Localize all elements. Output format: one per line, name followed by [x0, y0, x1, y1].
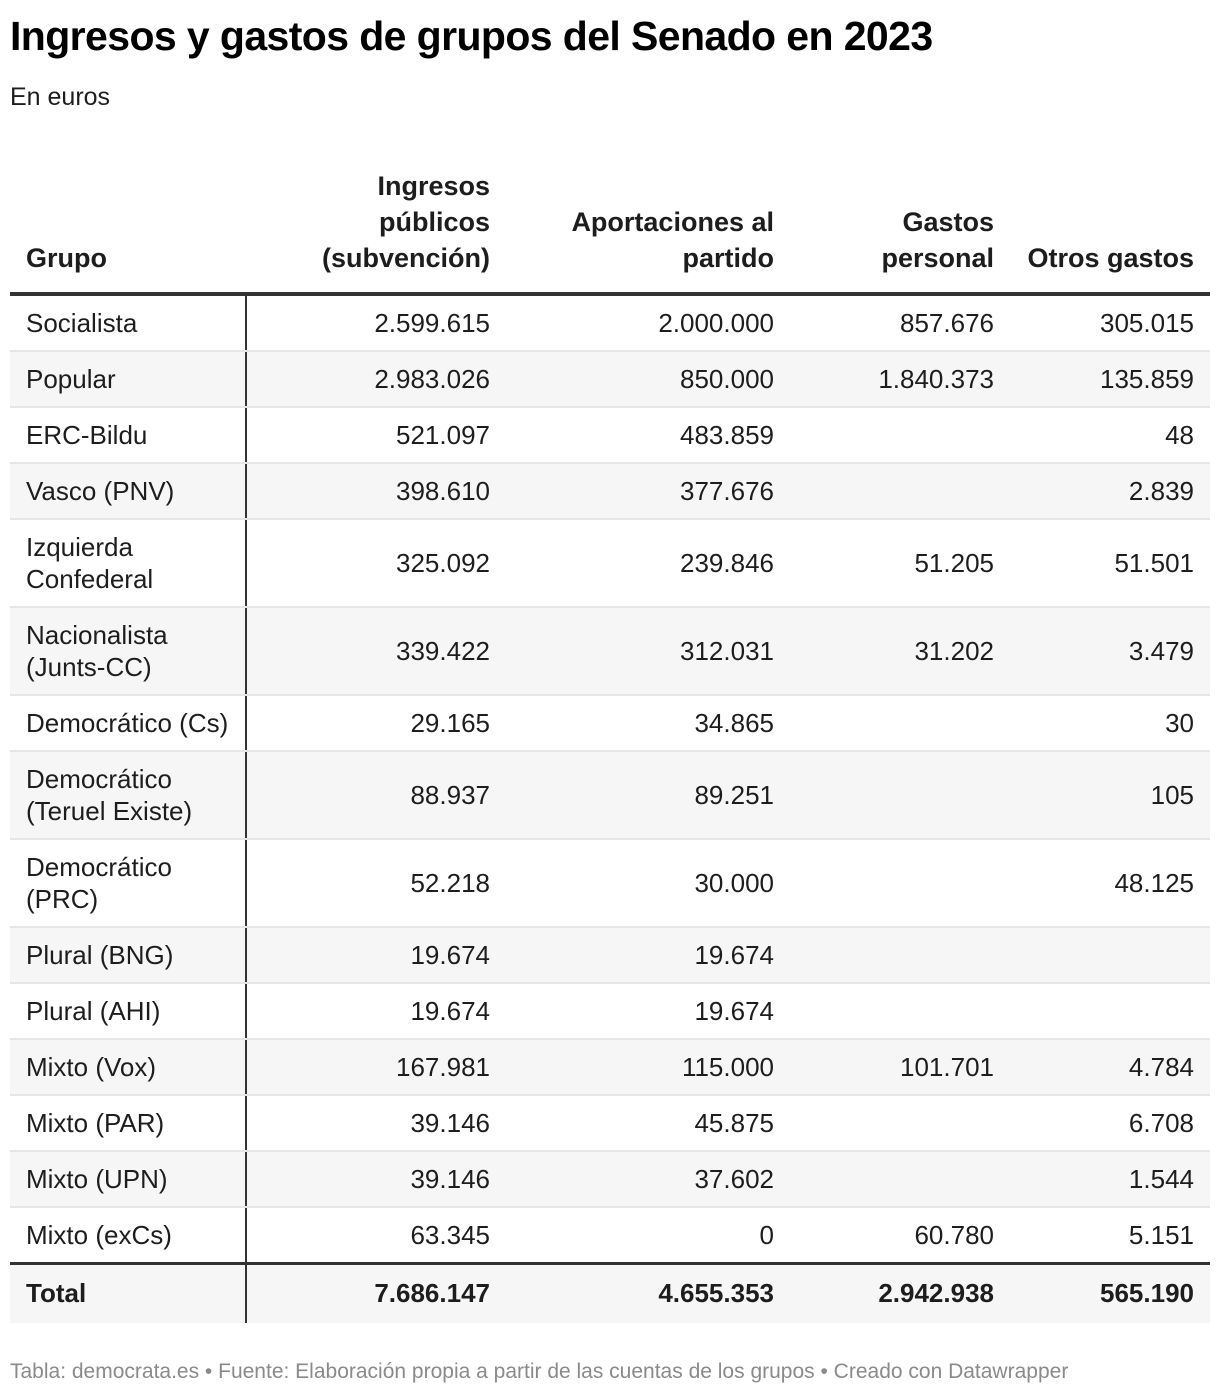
cell-grupo: Mixto (UPN) [10, 1151, 246, 1207]
cell-ingresos: 39.146 [246, 1095, 506, 1151]
cell-otros-gastos: 1.544 [1010, 1151, 1210, 1207]
cell-aportaciones: 312.031 [506, 607, 790, 695]
cell-aportaciones: 2.000.000 [506, 294, 790, 351]
cell-gastos-personal [790, 751, 1010, 839]
table-row [10, 1151, 1210, 1207]
table-row [10, 607, 1210, 695]
cell-gastos-personal: 60.780 [790, 1207, 1010, 1264]
cell-ingresos: 29.165 [246, 695, 506, 751]
cell-grupo: Socialista [10, 294, 246, 351]
cell-gastos-personal [790, 839, 1010, 927]
total-label: Total [10, 1264, 246, 1324]
header-aportaciones[interactable]: Aportaciones al partido [506, 168, 790, 294]
cell-otros-gastos: 6.708 [1010, 1095, 1210, 1151]
cell-ingresos: 339.422 [246, 607, 506, 695]
cell-otros-gastos: 105 [1010, 751, 1210, 839]
total-gastos-personal: 2.942.938 [790, 1264, 1010, 1324]
table-row [10, 839, 1210, 927]
cell-otros-gastos: 30 [1010, 695, 1210, 751]
cell-gastos-personal [790, 1151, 1010, 1207]
cell-grupo: Democrático (PRC) [10, 839, 246, 927]
cell-aportaciones: 0 [506, 1207, 790, 1264]
header-ingresos[interactable]: Ingresos públicos (subvención) [246, 168, 506, 294]
header-gastos-personal[interactable]: Gastos personal [790, 168, 1010, 294]
cell-ingresos: 39.146 [246, 1151, 506, 1207]
table-row [10, 751, 1210, 839]
cell-otros-gastos [1010, 927, 1210, 983]
cell-grupo: Democrático (Cs) [10, 695, 246, 751]
cell-ingresos: 2.983.026 [246, 351, 506, 407]
cell-ingresos: 398.610 [246, 463, 506, 519]
page-title: Ingresos y gastos de grupos del Senado en 2023 [10, 13, 933, 59]
cell-aportaciones: 377.676 [506, 463, 790, 519]
cell-gastos-personal [790, 927, 1010, 983]
cell-grupo: Izquierda Confederal [10, 519, 246, 607]
cell-gastos-personal: 51.205 [790, 519, 1010, 607]
cell-otros-gastos: 51.501 [1010, 519, 1210, 607]
cell-gastos-personal: 101.701 [790, 1039, 1010, 1095]
total-ingresos: 7.686.147 [246, 1264, 506, 1324]
cell-grupo: Mixto (Vox) [10, 1039, 246, 1095]
cell-otros-gastos: 2.839 [1010, 463, 1210, 519]
cell-ingresos: 2.599.615 [246, 294, 506, 351]
cell-gastos-personal [790, 695, 1010, 751]
cell-ingresos: 19.674 [246, 983, 506, 1039]
cell-aportaciones: 89.251 [506, 751, 790, 839]
table-row [10, 927, 1210, 983]
cell-gastos-personal: 1.840.373 [790, 351, 1010, 407]
cell-aportaciones: 30.000 [506, 839, 790, 927]
cell-gastos-personal: 857.676 [790, 294, 1010, 351]
cell-grupo: Popular [10, 351, 246, 407]
table-row [10, 1095, 1210, 1151]
header-grupo[interactable]: Grupo [10, 168, 246, 294]
table-row [10, 1039, 1210, 1095]
cell-grupo: Plural (AHI) [10, 983, 246, 1039]
table-body [10, 294, 1210, 1264]
cell-otros-gastos: 5.151 [1010, 1207, 1210, 1264]
total-row [10, 1264, 1210, 1324]
cell-otros-gastos: 4.784 [1010, 1039, 1210, 1095]
source-footer: Tabla: democrata.es • Fuente: Elaboración propia a partir de las cuentas de los grupos • Creado con Datawrapper [10, 1360, 1069, 1383]
cell-ingresos: 52.218 [246, 839, 506, 927]
header-row [10, 168, 1210, 294]
cell-aportaciones: 115.000 [506, 1039, 790, 1095]
total-aportaciones: 4.655.353 [506, 1264, 790, 1324]
cell-aportaciones: 34.865 [506, 695, 790, 751]
data-table [10, 168, 1210, 1323]
table-row [10, 294, 1210, 351]
table-row [10, 519, 1210, 607]
page-subtitle: En euros [10, 83, 111, 111]
cell-grupo: Plural (BNG) [10, 927, 246, 983]
table-row [10, 983, 1210, 1039]
table-row [10, 407, 1210, 463]
cell-gastos-personal [790, 407, 1010, 463]
cell-grupo: Vasco (PNV) [10, 463, 246, 519]
cell-aportaciones: 483.859 [506, 407, 790, 463]
cell-otros-gastos: 48 [1010, 407, 1210, 463]
cell-grupo: Mixto (PAR) [10, 1095, 246, 1151]
cell-aportaciones: 19.674 [506, 983, 790, 1039]
cell-aportaciones: 37.602 [506, 1151, 790, 1207]
table-row [10, 1207, 1210, 1264]
cell-otros-gastos [1010, 983, 1210, 1039]
cell-grupo: Nacionalista (Junts-CC) [10, 607, 246, 695]
cell-ingresos: 325.092 [246, 519, 506, 607]
cell-grupo: Democrático (Teruel Existe) [10, 751, 246, 839]
cell-ingresos: 19.674 [246, 927, 506, 983]
cell-gastos-personal [790, 1095, 1010, 1151]
cell-ingresos: 521.097 [246, 407, 506, 463]
cell-grupo: Mixto (exCs) [10, 1207, 246, 1264]
cell-otros-gastos: 135.859 [1010, 351, 1210, 407]
cell-otros-gastos: 305.015 [1010, 294, 1210, 351]
cell-otros-gastos: 3.479 [1010, 607, 1210, 695]
cell-ingresos: 167.981 [246, 1039, 506, 1095]
table-row [10, 351, 1210, 407]
table-row [10, 463, 1210, 519]
table-row [10, 695, 1210, 751]
cell-ingresos: 63.345 [246, 1207, 506, 1264]
total-otros-gastos: 565.190 [1010, 1264, 1210, 1324]
cell-gastos-personal: 31.202 [790, 607, 1010, 695]
header-otros-gastos[interactable]: Otros gastos [1010, 168, 1210, 294]
cell-aportaciones: 19.674 [506, 927, 790, 983]
cell-aportaciones: 850.000 [506, 351, 790, 407]
cell-otros-gastos: 48.125 [1010, 839, 1210, 927]
cell-ingresos: 88.937 [246, 751, 506, 839]
cell-aportaciones: 239.846 [506, 519, 790, 607]
cell-gastos-personal [790, 983, 1010, 1039]
cell-aportaciones: 45.875 [506, 1095, 790, 1151]
cell-gastos-personal [790, 463, 1010, 519]
cell-grupo: ERC-Bildu [10, 407, 246, 463]
